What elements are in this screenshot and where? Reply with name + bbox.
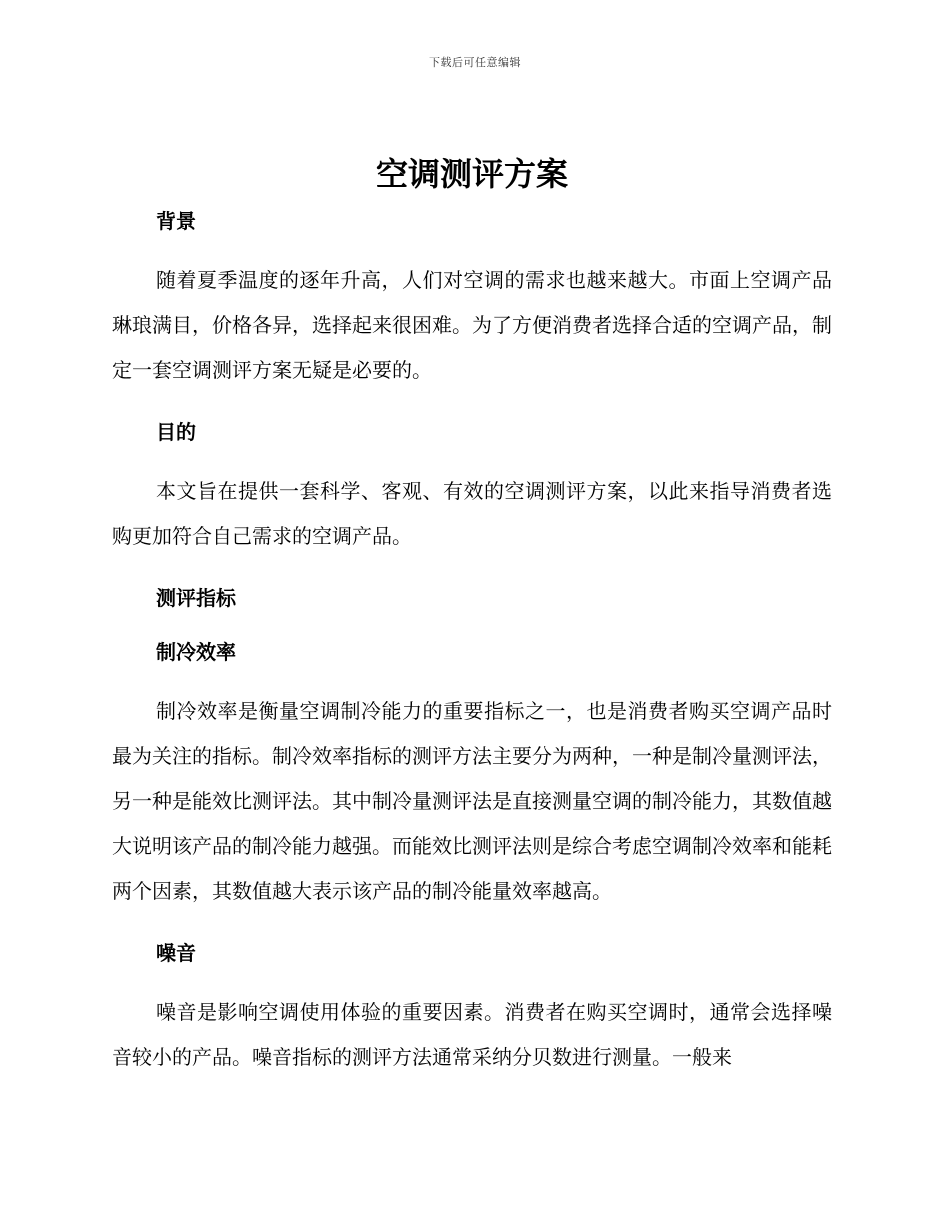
document-title: 空调测评方案	[375, 155, 568, 193]
document-body	[112, 150, 832, 1080]
section-paragraph-purpose: 本文旨在提供一套科学、客观、有效的空调测评方案，以此来指导消费者选购更加符合自己需求的空调产品。	[112, 479, 832, 548]
header-note: 下载后可任意编辑	[429, 56, 521, 69]
section-heading-indicators: 测评指标	[156, 586, 236, 610]
section-heading-cooling: 制冷效率	[156, 640, 236, 664]
section-paragraph-noise: 噪音是影响空调使用体验的重要因素。消费者在购买空调时，通常会选择噪音较小的产品。噪音指标的测评方法通常采纳分贝数进行测量。一般来	[112, 1000, 832, 1069]
section-paragraph-cooling: 制冷效率是衡量空调制冷能力的重要指标之一，也是消费者购买空调产品时最为关注的指标。制冷效率指标的测评方法主要分为两种，一种是制冷量测评法，另一种是能效比测评法。其中制冷量测评法是直接测量空调的制冷能力，其数值越大说明该产品的制冷能力越强。而能效比测评法则是综合考虑空调制冷效率和能耗两个因素，其数值越大表示该产品的制冷能量效率越高。	[112, 699, 832, 903]
section-heading-noise: 噪音	[156, 941, 196, 965]
section-paragraph-background: 随着夏季温度的逐年升高，人们对空调的需求也越来越大。市面上空调产品琳琅满目，价格各异，选择起来很困难。为了方便消费者选择合适的空调产品，制定一套空调测评方案无疑是必要的。	[112, 268, 832, 382]
section-heading-background: 背景	[156, 209, 196, 233]
section-heading-purpose: 目的	[156, 420, 196, 444]
